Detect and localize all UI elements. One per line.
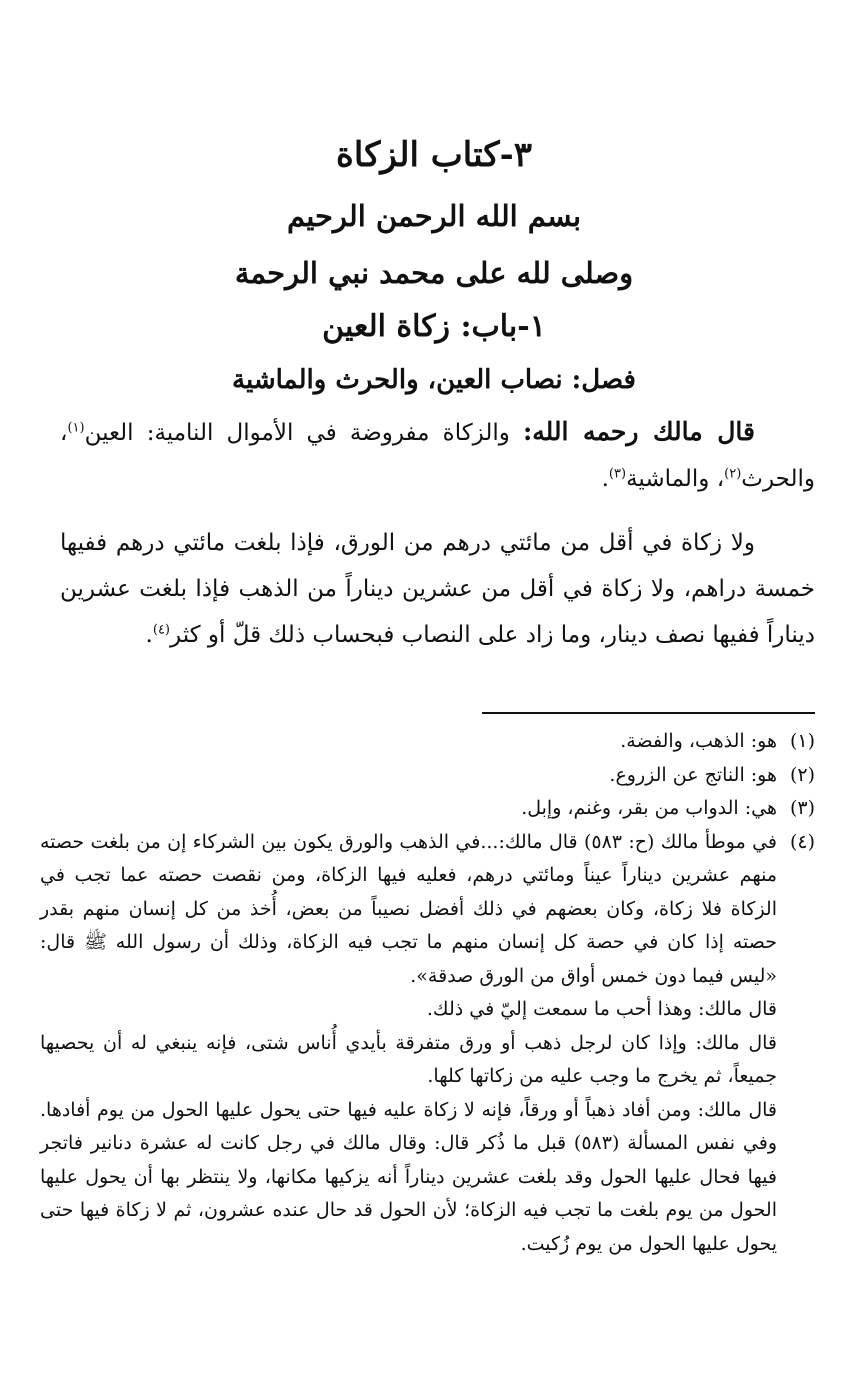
footnotes	[40, 725, 815, 1261]
footnote-1	[40, 725, 815, 759]
paragraph-1-text-c: ، والماشية	[626, 466, 725, 492]
footnote-number: (٤)	[789, 830, 815, 853]
paragraph-1-text-b: ، والحرث	[60, 420, 815, 492]
footnote-2	[40, 759, 815, 793]
footnote-text: في موطأ مالك (ح: ٥٨٣) قال مالك:...في الذهب والورق يكون بين الشركاء إن من بلغت حصته منهم عشرين ديناراً عيناً ومائتي درهم، فعليه فيها الزكاة، ومن نقصت حصته عما تجب في الزكاة فلا زكاة، وكان بعضهم في ذلك أفضل نصيباً من بعض، أُخذ من كل إنسان منهم بقدر حصته إذا كان في حصة كل إنسان منهم ما تجب فيه الزكاة، وذلك أن رسول الله ﷺ قال: «ليس فيما دون خمس أواق من الورق صدقة».	[40, 830, 777, 987]
footnote-number: (٢)	[789, 763, 815, 786]
paragraph-1-text-a: والزكاة مفروضة في الأموال النامية: العين	[84, 420, 524, 446]
basmala: بسم الله الرحمن الرحيم	[286, 199, 582, 233]
footnote-separator	[482, 712, 815, 714]
footnote-ref-4: (٤)	[152, 622, 170, 638]
paragraph-2-text-a: ولا زكاة في أقل من مائتي درهم من الورق، فإذا بلغت مائتي درهم ففيها خمسة دراهم، ولا زكاة في أقل من عشرين ديناراً من الذهب فإذا بلغت عشرين ديناراً ففيها نصف دينار، وما زاد على النصاب فبحساب ذلك قلّ أو كثر	[60, 530, 815, 648]
paragraph-1-text-d: .	[601, 466, 609, 492]
paragraph-1	[60, 409, 815, 502]
footnote-4-continuation-1: قال مالك: وهذا أحب ما سمعت إليّ في ذلك.	[426, 998, 777, 1020]
footnote-ref-3: (٣)	[608, 466, 627, 482]
footnote-number: (١)	[789, 730, 815, 752]
book-title: ٣-كتاب الزكاة	[336, 135, 532, 175]
footnote-4-continuation-2: قال مالك: وإذا كان لرجل ذهب أو ورق متفرقة بأيدي أُناس شتى، فإنه ينبغي له أن يحصيها جميعاً، ثم يخرج ما وجب عليه من زكاتها كلها.	[40, 1031, 777, 1087]
footnote-3	[40, 792, 815, 826]
footnote-4-continuation-3: قال مالك: ومن أفاد ذهباً أو ورقاً، فإنه لا زكاة عليه فيها حتى يحول عليها الحول من يوم أفادها. وفي نفس المسألة (٥٨٣) قبل ما ذُكر قال: وقال مالك في رجل كانت له عشرة دنانير فاتجر فيها فحال عليها الحول وقد بلغت عشرين ديناراً أنه يزكيها مكانها، ولا ينتظر بها أن يحول عليها الحول من يوم بلغت ما تجب فيه الزكاة؛ لأن الحول قد حال عنده عشرون، ثم لا زكاة فيها حتى يحول عليها الحول من يوم زُكيت.	[40, 1098, 777, 1255]
footnote-ref-2: (٢)	[724, 466, 742, 482]
salat-line: وصلى لله على محمد نبي الرحمة	[234, 256, 634, 290]
chapter-heading: ١-باب: زكاة العين	[322, 309, 546, 344]
section-heading: فصل: نصاب العين، والحرث والماشية	[232, 365, 636, 395]
footnote-text: هي: الدواب من بقر، وغنم، وإبل.	[521, 797, 777, 819]
paragraph-1-lead: قال مالك رحمه الله:	[523, 417, 755, 446]
footnote-ref-1: (١)	[67, 420, 85, 436]
paragraph-2-text-b: .	[145, 622, 153, 648]
paragraph-2	[60, 520, 815, 658]
footnote-text: هو: الذهب، والفضة.	[620, 730, 777, 752]
footnote-number: (٣)	[789, 797, 815, 819]
footnote-4	[40, 826, 815, 994]
footnote-text: هو: الناتج عن الزروع.	[609, 763, 777, 786]
